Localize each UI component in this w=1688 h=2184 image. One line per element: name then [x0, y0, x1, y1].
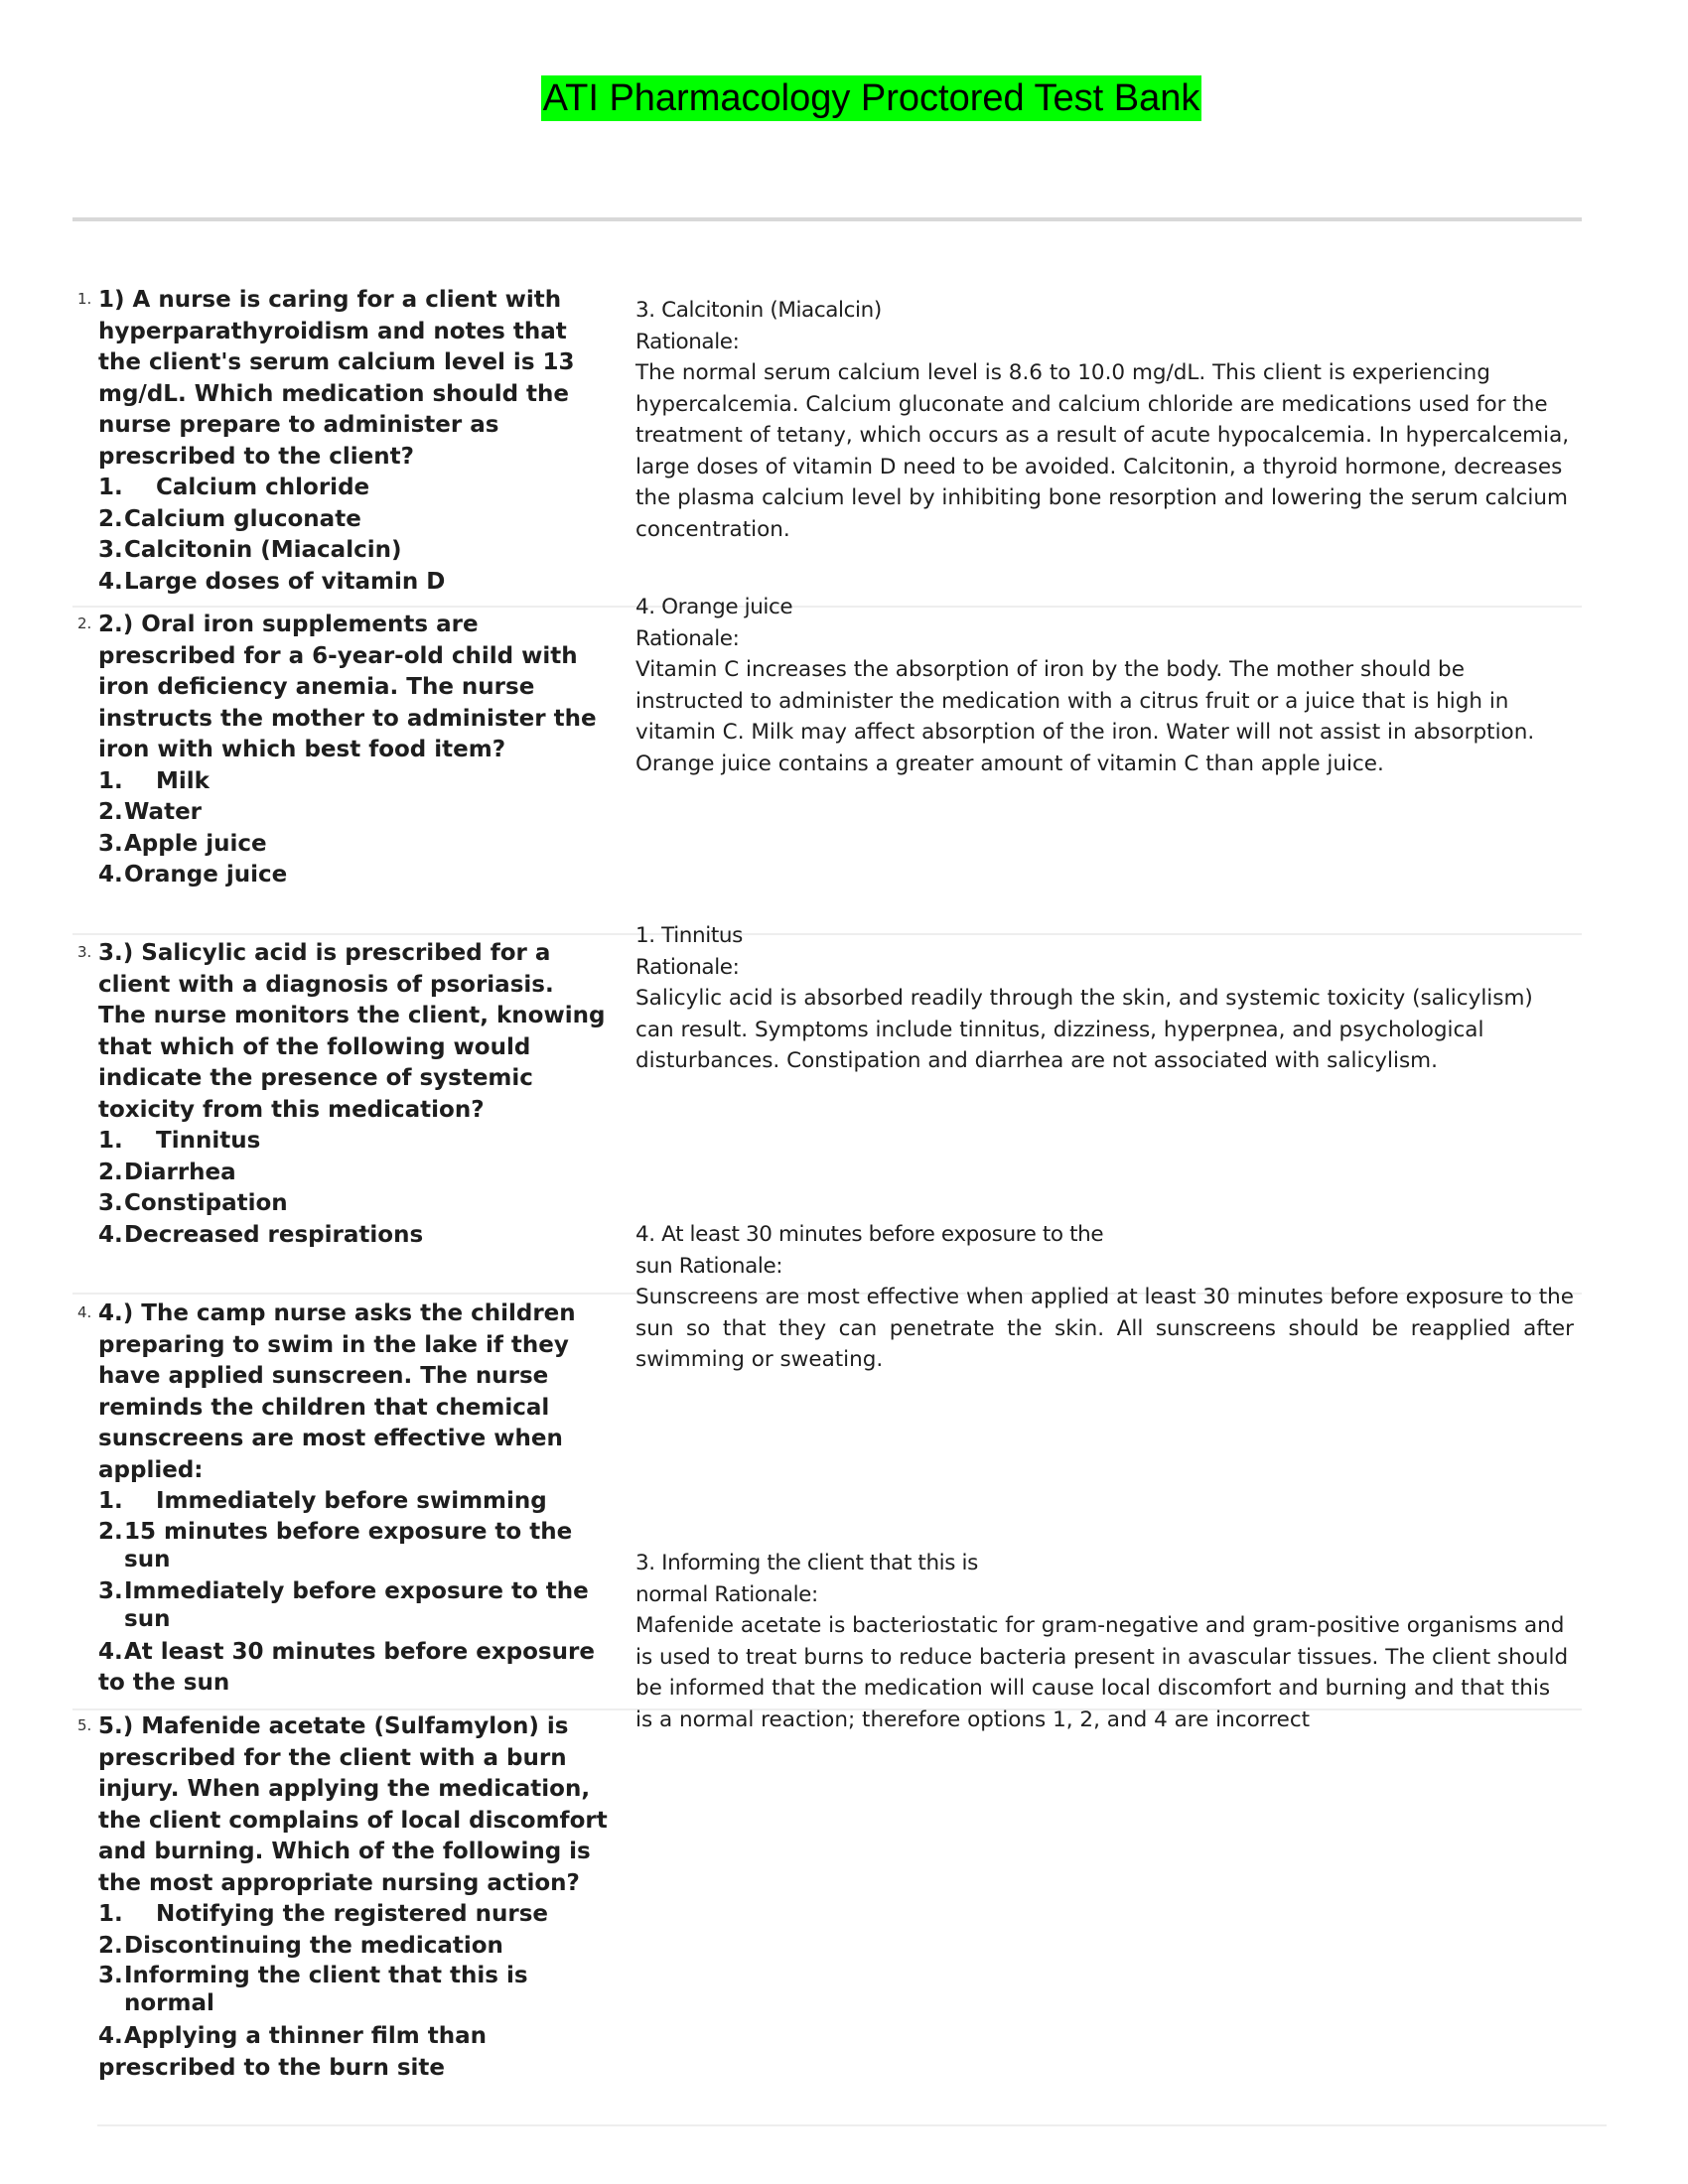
rationale-label: Rationale:	[635, 954, 740, 980]
option-3: 3. Apple juice	[98, 830, 267, 857]
option-3: 3. Constipation	[98, 1190, 288, 1216]
question-marker: 1.	[77, 290, 92, 308]
row-divider	[97, 2124, 1607, 2126]
question-marker: 5.	[77, 1716, 92, 1734]
option-2: 2. Calcium gluconate	[98, 505, 361, 532]
question-text: 4.) The camp nurse asks the children preparing to swim in the lake if they have applied sunscreen. The nurse reminds the children that chemical sunscreens are most effective when applied:	[98, 1300, 576, 1483]
question-text: 5.) Mafenide acetate (Sulfamylon) is prescribed for the client with a burn injury. When applying the medication, the client complains of local discomfort and burning. Which of the following is the most appropriate nursing action?	[98, 1713, 608, 1896]
rationale-text: Vitamin C increases the absorption of iron by the body. The mother should be instructed to administer the medication with a citrus fruit or a juice that is high in vitamin C. Milk may affect absorption of the iron. Water will not assist in absorption. Orange juice contains a greater amount of vitamin C than apple juice.	[635, 657, 1535, 776]
answer-3	[635, 920, 1574, 1077]
correct-answer: 4. Orange juice	[635, 595, 793, 619]
rationale-label: Rationale:	[635, 625, 740, 651]
rationale-text: Sunscreens are most effective when applied at least 30 minutes before exposure to the sun so that they can penetrate the skin. All sunscreens should be reapplied after swimming or sweating.	[635, 1285, 1574, 1372]
question-2	[72, 610, 609, 891]
question-5	[72, 1711, 609, 2084]
options-list	[98, 473, 609, 598]
question-text: 2.) Oral iron supplements are prescribed for a 6-year-old child with iron deficiency anemia. The nurse instructs the mother to administer the iron with which best food item?	[98, 612, 597, 762]
answer-5	[635, 1548, 1574, 1735]
option-2: 2. Discontinuing the medication	[98, 1932, 503, 1959]
correct-answer: 3. Informing the client that this is	[635, 1551, 978, 1575]
option-1: 1. Notifying the registered nurse	[98, 1901, 548, 1927]
option-3: 3. Immediately before exposure to the sun	[98, 1577, 589, 1632]
option-1: 1. Calcium chloride	[98, 475, 370, 500]
question-4	[72, 1298, 609, 1700]
answer-4	[635, 1219, 1574, 1376]
question-marker: 3.	[77, 943, 92, 961]
rationale-label: normal Rationale:	[635, 1581, 818, 1607]
rationale-text: Salicylic acid is absorbed readily through the skin, and systemic toxicity (salicylism) can result. Symptoms include tinnitus, dizziness, hyperpnea, and psychological disturbances. Constipation and diarrhea are not associated with salicylism.	[635, 986, 1533, 1073]
rationale-text: The normal serum calcium level is 8.6 to 10.0 mg/dL. This client is experiencing hypercalcemia. Calcium gluconate and calcium chloride are medications used for the treatment of tetany, which occurs as a result of acute hypocalcemia. In hypercalcemia, large doses of vitamin D need to be avoided. Calcitonin, a thyroid hormone, decreases the plasma calcium level by inhibiting bone resorption and lowering the serum calcium concentration.	[635, 360, 1570, 542]
answer-2	[635, 592, 1574, 779]
title-container	[0, 75, 1688, 121]
option-3: 3. Calcitonin (Miacalcin)	[98, 537, 402, 563]
option-4: 4. Large doses of vitamin D	[98, 568, 446, 595]
option-4: 4. Decreased respirations	[98, 1221, 424, 1248]
rationale-text: Mafenide acetate is bacteriostatic for gram-negative and gram-positive organisms and is used to treat burns to reduce bacteria present in avascular tissues. The client should be informed that the medication will cause local discomfort and burning and that this is a normal reaction; therefore options 1, 2, and 4 are incorrect	[635, 1613, 1569, 1732]
options-list	[98, 1899, 609, 2084]
question-3	[72, 938, 609, 1251]
answer-1	[635, 295, 1574, 545]
option-4: 4.At least 30 minutes before exposure to the sun	[98, 1638, 595, 1696]
option-2: 2. Water	[98, 799, 203, 825]
correct-answer: 3. Calcitonin (Miacalcin)	[635, 298, 882, 323]
option-1: 1. Immediately before swimming	[98, 1488, 547, 1514]
correct-answer: 4. At least 30 minutes before exposure to the	[635, 1222, 1104, 1247]
question-marker: 2.	[77, 614, 92, 632]
correct-answer: 1. Tinnitus	[635, 923, 743, 948]
question-text: 1) A nurse is caring for a client with hyperparathyroidism and notes that the client's serum calcium level is 13 mg/dL. Which medication should the nurse prepare to administer as prescribed to the client?	[98, 287, 575, 470]
question-1	[72, 285, 609, 598]
question-marker: 4.	[77, 1303, 92, 1321]
option-1: 1. Tinnitus	[98, 1128, 261, 1154]
header-divider	[72, 217, 1582, 221]
rationale-label: Rationale:	[635, 329, 740, 354]
option-2: 2. 15 minutes before exposure to the sun	[98, 1518, 573, 1572]
question-text: 3.) Salicylic acid is prescribed for a client with a diagnosis of psoriasis. The nurse monitors the client, knowing that which of the following would indicate the presence of systemic toxicity from this medication?	[98, 940, 606, 1123]
options-list	[98, 766, 609, 891]
document-title: ATI Pharmacology Proctored Test Bank	[542, 77, 1200, 119]
option-4: 4. Orange juice	[98, 862, 288, 887]
options-list	[98, 1126, 609, 1251]
option-1: 1. Milk	[98, 767, 210, 794]
option-2: 2. Diarrhea	[98, 1159, 236, 1185]
options-list	[98, 1486, 609, 1700]
option-3: 3. Informing the client that this is normal	[98, 1963, 528, 2016]
option-4: 4.Applying a thinner film than prescribed to the burn site	[98, 2023, 487, 2081]
rationale-label: sun Rationale:	[635, 1253, 783, 1279]
